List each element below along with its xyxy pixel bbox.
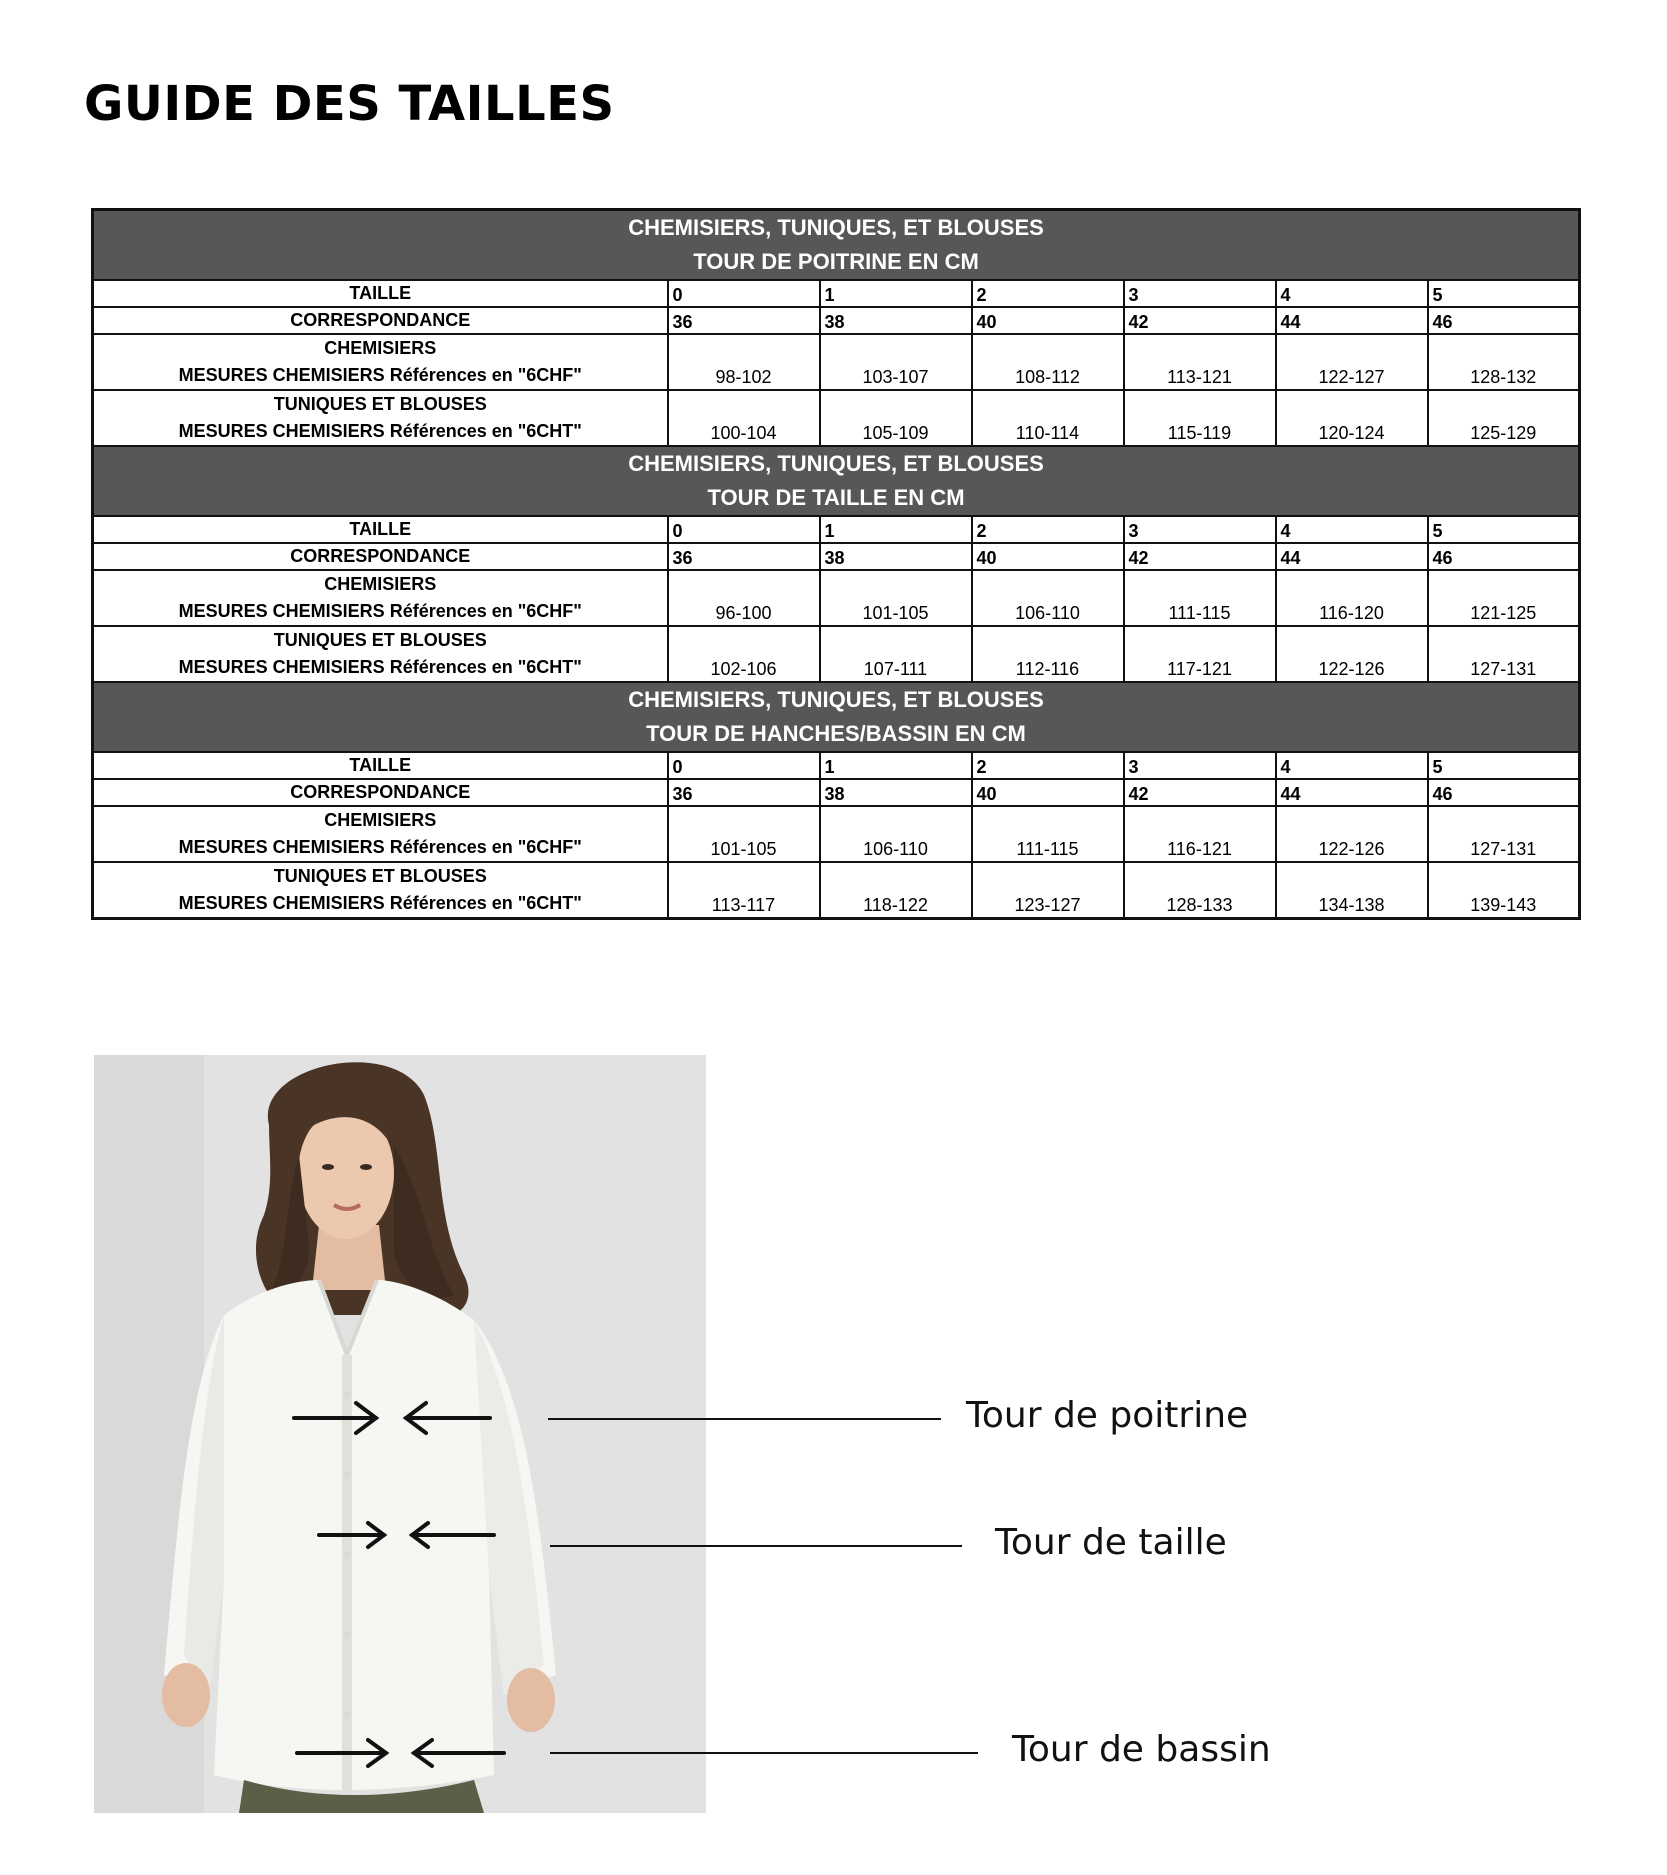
tuniques-blouses-measure-cell: 118-122 xyxy=(820,862,972,919)
waist-label: Tour de taille xyxy=(995,1522,1227,1563)
correspondance-label: CORRESPONDANCE xyxy=(93,543,668,570)
chemisiers-measure-cell: 128-132 xyxy=(1428,334,1580,390)
taille-cell: 1 xyxy=(820,752,972,779)
tuniques-blouses-measure-cell: 120-124 xyxy=(1276,390,1428,446)
chemisiers-measure-cell: 113-121 xyxy=(1124,334,1276,390)
section-header xyxy=(93,446,1580,516)
waist-guide-line xyxy=(550,1545,962,1547)
correspondance-cell: 38 xyxy=(820,543,972,570)
section-header-cell xyxy=(93,682,1580,752)
section-header-line1: CHEMISIERS, TUNIQUES, ET BLOUSES xyxy=(628,451,1044,476)
section-header-line1: CHEMISIERS, TUNIQUES, ET BLOUSES xyxy=(628,215,1044,240)
taille-cell: 1 xyxy=(820,280,972,307)
page-title: GUIDE DES TAILLES xyxy=(84,76,615,132)
correspondance-row xyxy=(93,307,1580,334)
tuniques-blouses-measure-cell: 134-138 xyxy=(1276,862,1428,919)
chemisiers-label-line1: CHEMISIERS xyxy=(324,338,437,358)
chemisiers-label-line2: MESURES CHEMISIERS Références en "6CHF" xyxy=(178,837,582,857)
correspondance-label: CORRESPONDANCE xyxy=(93,307,668,334)
tuniques-blouses-measure-cell: 122-126 xyxy=(1276,626,1428,682)
chemisiers-measure-cell: 101-105 xyxy=(668,806,820,862)
tuniques-blouses-label-line1: TUNIQUES ET BLOUSES xyxy=(273,394,487,414)
chemisiers-measure-cell: 98-102 xyxy=(668,334,820,390)
correspondance-cell: 38 xyxy=(820,307,972,334)
correspondance-cell: 40 xyxy=(972,307,1124,334)
taille-cell: 3 xyxy=(1124,752,1276,779)
bust-label: Tour de poitrine xyxy=(966,1395,1249,1436)
correspondance-cell: 42 xyxy=(1124,543,1276,570)
tuniques-blouses-label xyxy=(93,626,668,682)
correspondance-cell: 46 xyxy=(1428,779,1580,806)
taille-label: TAILLE xyxy=(93,280,668,307)
hip-guide-line xyxy=(550,1752,978,1754)
chemisiers-label xyxy=(93,570,668,626)
correspondance-cell: 42 xyxy=(1124,307,1276,334)
taille-cell: 5 xyxy=(1428,280,1580,307)
tuniques-blouses-row xyxy=(93,626,1580,682)
hip-label: Tour de bassin xyxy=(1012,1729,1271,1770)
chemisiers-label-line2: MESURES CHEMISIERS Références en "6CHF" xyxy=(178,365,582,385)
size-table xyxy=(91,208,1581,920)
taille-cell: 2 xyxy=(972,516,1124,543)
correspondance-cell: 44 xyxy=(1276,779,1428,806)
taille-cell: 5 xyxy=(1428,516,1580,543)
taille-row xyxy=(93,752,1580,779)
section-header-line2: TOUR DE POITRINE EN CM xyxy=(693,249,979,274)
chemisiers-measure-cell: 127-131 xyxy=(1428,806,1580,862)
tuniques-blouses-measure-cell: 107-111 xyxy=(820,626,972,682)
taille-cell: 3 xyxy=(1124,516,1276,543)
tuniques-blouses-measure-cell: 117-121 xyxy=(1124,626,1276,682)
tuniques-blouses-row xyxy=(93,390,1580,446)
tuniques-blouses-measure-cell: 113-117 xyxy=(668,862,820,919)
tuniques-blouses-label xyxy=(93,390,668,446)
tuniques-blouses-measure-cell: 105-109 xyxy=(820,390,972,446)
taille-cell: 0 xyxy=(668,280,820,307)
taille-cell: 5 xyxy=(1428,752,1580,779)
chemisiers-measure-cell: 122-126 xyxy=(1276,806,1428,862)
tuniques-blouses-label-line1: TUNIQUES ET BLOUSES xyxy=(273,866,487,886)
section-header-cell xyxy=(93,210,1580,281)
taille-cell: 2 xyxy=(972,752,1124,779)
correspondance-cell: 46 xyxy=(1428,543,1580,570)
correspondance-cell: 44 xyxy=(1276,543,1428,570)
taille-cell: 3 xyxy=(1124,280,1276,307)
chemisiers-measure-cell: 121-125 xyxy=(1428,570,1580,626)
tuniques-blouses-label-line1: TUNIQUES ET BLOUSES xyxy=(273,630,487,650)
taille-cell: 4 xyxy=(1276,752,1428,779)
chemisiers-label-line2: MESURES CHEMISIERS Références en "6CHF" xyxy=(178,601,582,621)
tuniques-blouses-label-line2: MESURES CHEMISIERS Références en "6CHT" xyxy=(178,657,582,677)
tuniques-blouses-label xyxy=(93,862,668,919)
section-header-line1: CHEMISIERS, TUNIQUES, ET BLOUSES xyxy=(628,687,1044,712)
chemisiers-measure-cell: 106-110 xyxy=(820,806,972,862)
chemisiers-row xyxy=(93,570,1580,626)
tuniques-blouses-measure-cell: 123-127 xyxy=(972,862,1124,919)
chemisiers-measure-cell: 103-107 xyxy=(820,334,972,390)
correspondance-row xyxy=(93,779,1580,806)
tuniques-blouses-measure-cell: 115-119 xyxy=(1124,390,1276,446)
chemisiers-label-line1: CHEMISIERS xyxy=(324,810,437,830)
tuniques-blouses-label-line2: MESURES CHEMISIERS Références en "6CHT" xyxy=(178,893,582,913)
model-photo xyxy=(94,1055,706,1813)
correspondance-cell: 36 xyxy=(668,779,820,806)
taille-cell: 2 xyxy=(972,280,1124,307)
correspondance-cell: 40 xyxy=(972,779,1124,806)
chemisiers-label xyxy=(93,806,668,862)
chemisiers-measure-cell: 116-121 xyxy=(1124,806,1276,862)
tuniques-blouses-row xyxy=(93,862,1580,919)
tuniques-blouses-measure-cell: 125-129 xyxy=(1428,390,1580,446)
tuniques-blouses-measure-cell: 102-106 xyxy=(668,626,820,682)
taille-cell: 4 xyxy=(1276,280,1428,307)
taille-row xyxy=(93,280,1580,307)
chemisiers-label xyxy=(93,334,668,390)
section-header xyxy=(93,682,1580,752)
chemisiers-measure-cell: 108-112 xyxy=(972,334,1124,390)
bust-guide-line xyxy=(548,1418,941,1420)
chemisiers-measure-cell: 122-127 xyxy=(1276,334,1428,390)
chemisiers-row xyxy=(93,334,1580,390)
section-header-line2: TOUR DE HANCHES/BASSIN EN CM xyxy=(646,721,1026,746)
chemisiers-label-line1: CHEMISIERS xyxy=(324,574,437,594)
correspondance-cell: 42 xyxy=(1124,779,1276,806)
tuniques-blouses-measure-cell: 100-104 xyxy=(668,390,820,446)
taille-cell: 0 xyxy=(668,516,820,543)
chemisiers-row xyxy=(93,806,1580,862)
taille-cell: 4 xyxy=(1276,516,1428,543)
correspondance-cell: 36 xyxy=(668,543,820,570)
tuniques-blouses-measure-cell: 127-131 xyxy=(1428,626,1580,682)
correspondance-cell: 38 xyxy=(820,779,972,806)
correspondance-cell: 36 xyxy=(668,307,820,334)
correspondance-row xyxy=(93,543,1580,570)
chemisiers-measure-cell: 96-100 xyxy=(668,570,820,626)
taille-cell: 1 xyxy=(820,516,972,543)
tuniques-blouses-measure-cell: 110-114 xyxy=(972,390,1124,446)
tuniques-blouses-measure-cell: 112-116 xyxy=(972,626,1124,682)
taille-row xyxy=(93,516,1580,543)
tuniques-blouses-label-line2: MESURES CHEMISIERS Références en "6CHT" xyxy=(178,421,582,441)
taille-label: TAILLE xyxy=(93,752,668,779)
chemisiers-measure-cell: 116-120 xyxy=(1276,570,1428,626)
correspondance-cell: 40 xyxy=(972,543,1124,570)
chemisiers-measure-cell: 106-110 xyxy=(972,570,1124,626)
chemisiers-measure-cell: 111-115 xyxy=(1124,570,1276,626)
tuniques-blouses-measure-cell: 139-143 xyxy=(1428,862,1580,919)
chemisiers-measure-cell: 111-115 xyxy=(972,806,1124,862)
chemisiers-measure-cell: 101-105 xyxy=(820,570,972,626)
correspondance-label: CORRESPONDANCE xyxy=(93,779,668,806)
taille-label: TAILLE xyxy=(93,516,668,543)
correspondance-cell: 44 xyxy=(1276,307,1428,334)
section-header-line2: TOUR DE TAILLE EN CM xyxy=(707,485,965,510)
correspondance-cell: 46 xyxy=(1428,307,1580,334)
section-header-cell xyxy=(93,446,1580,516)
model-illustration xyxy=(94,1055,706,1813)
section-header xyxy=(93,210,1580,281)
taille-cell: 0 xyxy=(668,752,820,779)
tuniques-blouses-measure-cell: 128-133 xyxy=(1124,862,1276,919)
